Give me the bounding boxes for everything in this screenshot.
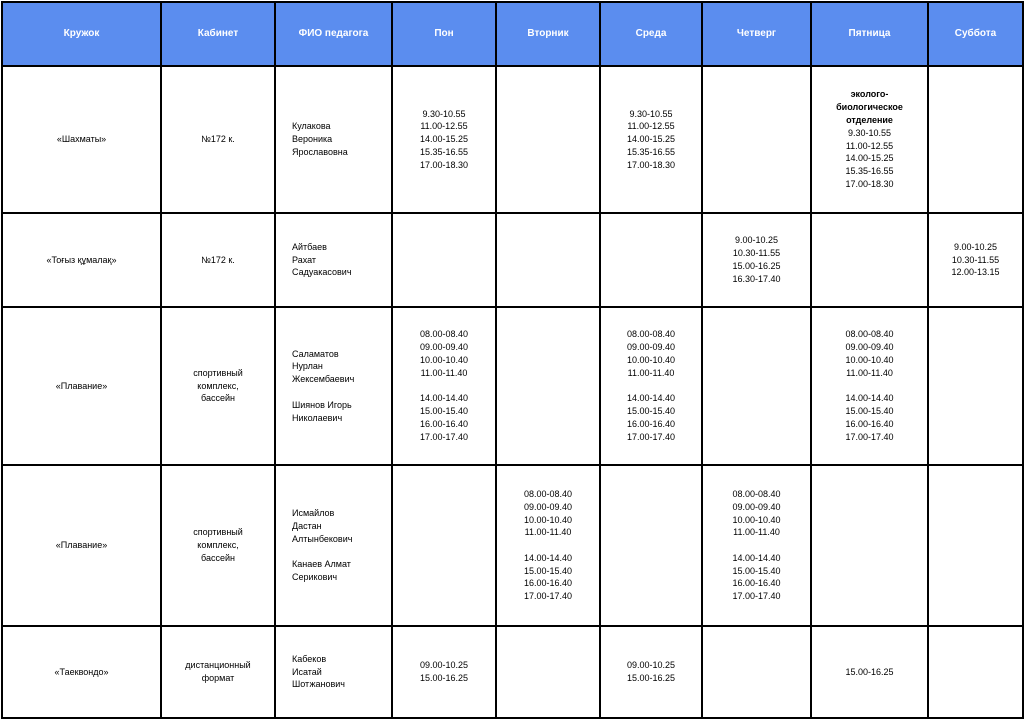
cell-line: 9.00-10.25 (953, 241, 998, 252)
table-row (2, 465, 1023, 626)
cell-line: 10.00-10.40 (732, 514, 781, 525)
cell-line: Кулакова (292, 121, 331, 132)
wednesday-cell (600, 66, 702, 213)
cell-line: 15.00-15.40 (732, 565, 781, 576)
cell-line: 14.00-14.40 (523, 552, 573, 563)
cell-line: Саламатов (292, 348, 339, 359)
cell-line: комплекс, (197, 380, 239, 391)
cell-line: Кабеков (292, 653, 327, 664)
monday-cell (392, 465, 496, 626)
club-cell: «Плавание» (2, 307, 161, 465)
cell-line: 09.00-09.40 (732, 501, 781, 512)
table-row (2, 66, 1023, 213)
room-cell (161, 66, 275, 213)
cell-line: 9.30-10.55 (422, 108, 466, 119)
cell-line: 15.35-16.55 (419, 146, 469, 157)
wednesday-cell (600, 307, 702, 465)
cell-line: 17.00-17.40 (419, 431, 469, 442)
cell-line: 09.00-09.40 (626, 342, 676, 353)
cell-line: Нурлан (292, 361, 323, 372)
cell-line: 16.00-16.40 (626, 418, 676, 429)
cell-line: Рахат (292, 254, 317, 265)
cell-line: 08.00-08.40 (845, 329, 894, 340)
cell-line: Садуакасович (292, 267, 352, 278)
table-row (2, 626, 1023, 718)
monday-cell (392, 626, 496, 718)
cell-line (812, 380, 927, 393)
saturday-cell (928, 213, 1023, 307)
teacher-cell (275, 307, 392, 465)
cell-line: 17.00-18.30 (845, 178, 894, 189)
monday-cell (392, 307, 496, 465)
wednesday-cell (600, 465, 702, 626)
saturday-cell (928, 66, 1023, 213)
friday-cell (811, 213, 928, 307)
thursday-cell (702, 213, 811, 307)
thursday-cell (702, 626, 811, 718)
cell-line: 10.00-10.40 (419, 355, 469, 365)
teacher-cell (275, 66, 392, 213)
friday-cell (811, 626, 928, 718)
cell-line (393, 380, 495, 393)
cell-line: 11.00-11.40 (524, 527, 572, 538)
tuesday-cell (496, 626, 600, 718)
cell-line: спортивный (193, 527, 243, 538)
cell-line: 15.00-15.40 (419, 406, 469, 417)
cell-line: 09.00-10.25 (626, 660, 676, 671)
cell-line: 17.00-18.30 (626, 159, 676, 170)
cell-line: 14.00-15.25 (626, 134, 676, 145)
cell-line: 11.00-12.55 (845, 140, 894, 151)
cell-line: 11.00-12.55 (627, 121, 675, 132)
cell-line: 17.00-17.40 (523, 591, 573, 602)
cell-line: 17.00-17.40 (845, 431, 894, 442)
cell-line: Алтынбекович (292, 533, 353, 544)
header-friday: Пятница (811, 2, 928, 66)
cell-line: Канаев Алмат (292, 559, 351, 570)
cell-line: 9.30-10.55 (629, 108, 673, 119)
cell-line: Исмайлов (292, 508, 335, 519)
cell-line: 16.00-16.40 (523, 578, 573, 589)
header-room: Кабинет (161, 2, 275, 66)
cell-line: 15.35-16.55 (626, 146, 676, 157)
cell-line: 9.30-10.55 (847, 127, 892, 138)
monday-cell (392, 66, 496, 213)
header-club: Кружок (2, 2, 161, 66)
friday-cell (811, 465, 928, 626)
cell-line: 14.00-14.40 (626, 393, 676, 404)
thursday-cell (702, 66, 811, 213)
cell-line: 09.00-10.25 (419, 660, 469, 671)
cell-line: 11.00-11.40 (627, 367, 675, 378)
cell-line: 10.00-10.40 (845, 355, 894, 365)
cell-line (497, 539, 599, 552)
cell-line: 10.00-10.40 (523, 514, 573, 525)
cell-line: 17.00-17.40 (626, 431, 676, 442)
teacher-cell (275, 626, 392, 718)
cell-line: 11.00-11.40 (846, 367, 893, 378)
tuesday-cell (496, 465, 600, 626)
cell-line: Шиянов Игорь (292, 399, 352, 410)
cell-line: 15.00-16.25 (845, 666, 894, 677)
saturday-cell (928, 465, 1023, 626)
cell-line: 08.00-08.40 (419, 329, 469, 340)
cell-line: бассейн (201, 393, 235, 404)
cell-line: биологическое (836, 102, 903, 113)
cell-line: 15.00-16.25 (732, 261, 781, 271)
wednesday-cell (600, 213, 702, 307)
cell-line: 10.30-11.55 (732, 248, 781, 259)
cell-line: 14.00-15.25 (845, 153, 894, 164)
header-monday: Пон (392, 2, 496, 66)
cell-line: эколого- (850, 89, 889, 100)
cell-line: 14.00-15.25 (419, 134, 469, 145)
cell-line: комплекс, (197, 540, 239, 551)
thursday-cell (702, 465, 811, 626)
cell-line: 15.00-16.25 (419, 673, 469, 683)
cell-line: дистанционный (185, 660, 251, 671)
teacher-cell (275, 465, 392, 626)
cell-line: 08.00-08.40 (732, 488, 781, 499)
club-cell: «Таеквондо» (2, 626, 161, 718)
cell-line: 15.35-16.55 (845, 166, 894, 177)
table-row (2, 307, 1023, 465)
tuesday-cell (496, 66, 600, 213)
cell-line: Серикович (292, 572, 338, 583)
cell-line: 09.00-09.40 (419, 342, 469, 353)
saturday-cell (928, 307, 1023, 465)
schedule-table (1, 1, 1024, 719)
cell-line: №172 к. (201, 254, 235, 265)
table-row (2, 213, 1023, 307)
cell-line: Айтбаев (292, 241, 327, 252)
header-thursday: Четверг (702, 2, 811, 66)
cell-line: 08.00-08.40 (523, 488, 573, 499)
tuesday-cell (496, 307, 600, 465)
cell-line: Ярославовна (292, 146, 348, 157)
cell-line: 12.00-13.15 (951, 267, 1000, 278)
cell-line (703, 539, 810, 552)
cell-line: 15.00-15.40 (845, 406, 894, 417)
club-cell: «Шахматы» (2, 66, 161, 213)
cell-line: 14.00-14.40 (732, 552, 781, 563)
header-tuesday: Вторник (496, 2, 600, 66)
monday-cell (392, 213, 496, 307)
cell-line: 16.30-17.40 (732, 273, 781, 284)
cell-line (601, 380, 701, 393)
cell-line: 15.00-15.40 (523, 565, 573, 576)
teacher-cell (275, 213, 392, 307)
cell-line: Дастан (292, 520, 322, 531)
cell-line: 10.30-11.55 (951, 254, 1000, 265)
club-cell: «Тоғыз құмалақ» (2, 213, 161, 307)
cell-line: отделение (846, 114, 893, 125)
cell-line: 16.00-16.40 (419, 418, 469, 429)
thursday-cell (702, 307, 811, 465)
header-teacher: ФИО педагога (275, 2, 392, 66)
cell-line: спортивный (193, 367, 243, 378)
header-wednesday: Среда (600, 2, 702, 66)
cell-line: 15.00-16.25 (626, 673, 676, 683)
cell-line: 09.00-09.40 (845, 342, 894, 353)
cell-line: Жексембаевич (292, 374, 355, 385)
cell-line: 11.00-12.55 (420, 121, 468, 132)
cell-line: 14.00-14.40 (419, 393, 469, 404)
saturday-cell (928, 626, 1023, 718)
friday-cell (811, 66, 928, 213)
cell-line: 09.00-09.40 (523, 501, 573, 512)
tuesday-cell (496, 213, 600, 307)
cell-line (292, 386, 391, 399)
cell-line: 16.00-16.40 (732, 578, 781, 589)
room-cell (161, 465, 275, 626)
cell-line: Николаевич (292, 412, 343, 423)
cell-line: Исатай (292, 666, 322, 677)
cell-line: 17.00-18.30 (419, 159, 469, 170)
header-saturday: Суббота (928, 2, 1023, 66)
cell-line: 11.00-11.40 (733, 527, 780, 538)
room-cell (161, 307, 275, 465)
cell-line: Вероника (292, 134, 333, 145)
cell-line: 14.00-14.40 (845, 393, 894, 404)
cell-line: Шотжанович (292, 679, 345, 690)
club-cell: «Плавание» (2, 465, 161, 626)
cell-line: 11.00-11.40 (420, 367, 468, 378)
header-row (2, 2, 1023, 66)
cell-line: 17.00-17.40 (732, 591, 781, 602)
cell-line: формат (201, 673, 235, 683)
cell-line: бассейн (201, 552, 235, 563)
friday-cell (811, 307, 928, 465)
cell-line (292, 546, 391, 559)
cell-line: №172 к. (201, 134, 235, 145)
wednesday-cell (600, 626, 702, 718)
cell-line: 9.00-10.25 (734, 235, 779, 246)
friday-times (812, 127, 927, 191)
cell-line: 16.00-16.40 (845, 418, 894, 429)
room-cell (161, 626, 275, 718)
cell-line: 15.00-15.40 (626, 406, 676, 417)
cell-line: 08.00-08.40 (626, 329, 676, 340)
cell-line: 10.00-10.40 (626, 355, 676, 365)
room-cell (161, 213, 275, 307)
department-note (812, 88, 927, 126)
